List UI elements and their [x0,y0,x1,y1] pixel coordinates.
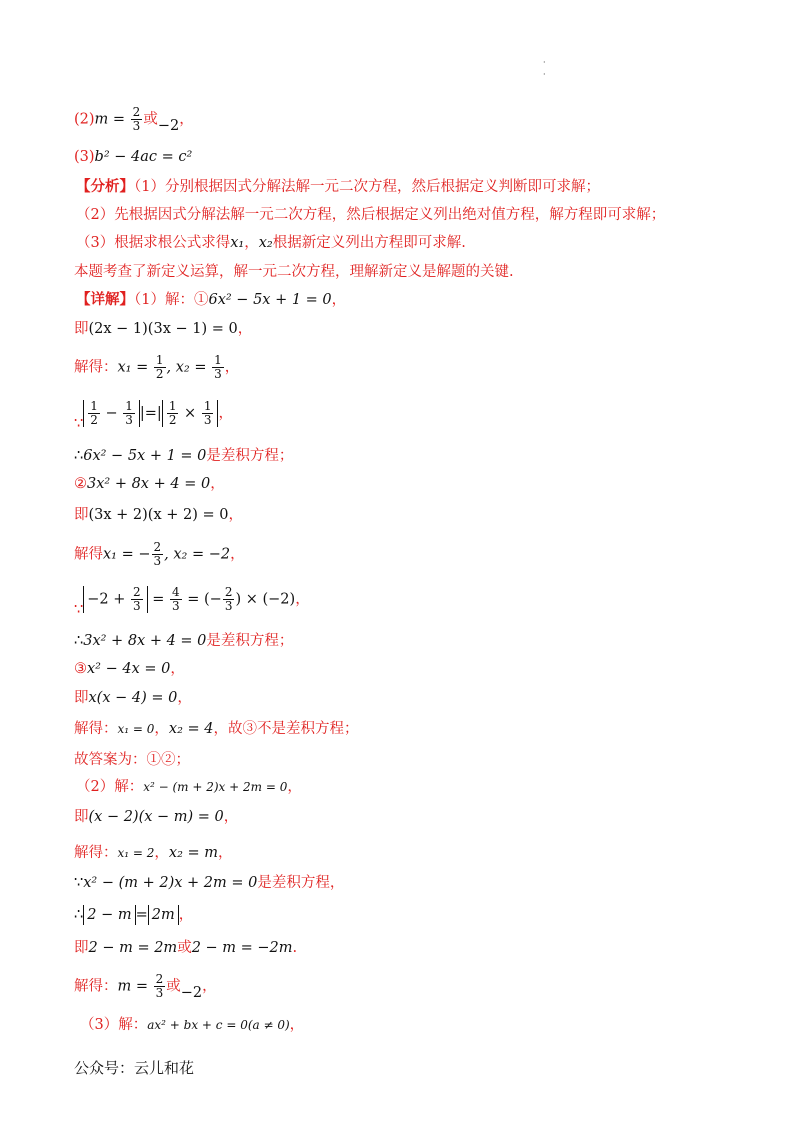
because-line-p2: ∵x² − (m + 2)x + 2m = 0是差积方程， [74,875,345,891]
answer-line: 故答案为：①②； [74,752,190,768]
part-3-line: （3）解：ax² + bx + c = 0(a ≠ 0)， [80,1017,305,1033]
part-2-line: （2）解：x² − (m + 2)x + 2m = 0， [76,779,302,795]
factor-line-3: 即x(x − 4) = 0， [74,690,192,706]
math-expr: m = [94,111,130,128]
analysis-line-3: （3）根据求根公式求得x₁，x₂根据新定义列出方程即可求解. [76,235,466,251]
solution-line-3: 解得：x₁ = 0，x₂ = 4，故③不是差积方程； [74,721,359,737]
check-line-1: ∵ $\frac{1}{2}$ − $\frac{1}{3}$ |=| $\frac{1}{2}$ × $\frac{1}{3}$ ， [74,399,233,432]
solution-line-p2: 解得：x₁ = 2，x₂ = m， [74,845,233,861]
fraction: $\frac{2}{3}$ [153,540,162,568]
conclusion-line-2: ∴3x² + 8x + 4 = 0是差积方程； [74,633,294,649]
math-expr: −2 [157,117,180,134]
equation-line-3: ③x² − 4x = 0， [74,661,185,677]
item-number: (2) [74,111,95,128]
equation-line-2: ②3x² + 8x + 4 = 0， [74,476,225,492]
factor-line-1: 即(2x − 1)(3x − 1) = 0， [74,321,253,337]
solution-line-2: 解得x₁ = − $\frac{2}{3}$ , x₂ = −2， [74,540,245,568]
absolute-value: $\frac{1}{2}$ × $\frac{1}{3}$ [162,400,219,427]
analysis-line-1: 【分析】（1）分别根据因式分解法解一元二次方程，然后根据定义判断即可求解； [76,178,600,195]
absolute-value: −2 + $\frac{2}{3}$ [83,586,147,613]
conclusion-line-1: ∴6x² − 5x + 1 = 0是差积方程； [74,448,294,464]
fraction: $\frac{1}{2}$ [155,353,164,381]
cases-line-p2: 即2 − m = 2m或2 − m = −2m. [74,940,298,956]
factor-line-p2: 即(x − 2)(x − m) = 0， [74,809,239,825]
math-expr: b² − 4ac = c² [94,149,193,165]
footer-text: 公众号：云儿和花 [74,1059,195,1077]
corner-mark: · [543,70,546,79]
result-line-p2: 解得：m = $\frac{2}{3}$ 或−2， [74,972,217,1001]
fraction: $\frac{1}{3}$ [214,353,222,381]
corner-mark: · [543,58,546,67]
analysis-tag: 【分析】 [76,178,134,195]
summary-line: 本题考查了新定义运算，解一元二次方程，理解新定义是解题的关键. [74,264,514,280]
fraction: $\frac{2}{3}$ [132,105,141,133]
absolute-value: $\frac{1}{2}$ − $\frac{1}{3}$ [83,400,140,427]
result-line-3 [74,147,192,167]
detail-line-1: 【详解】（1）解：①6x² − 5x + 1 = 0， [76,291,347,308]
item-number: (3) [74,149,95,165]
therefore-line-p2: ∴ 2 − m = 2m ， [74,907,194,923]
check-line-2: ∵−2 + $\frac{2}{3}$ = $\frac{4}{3}$ = (− $\frac{2}{3}$ ) × (−2)， [74,585,310,618]
factor-line-2: 即(3x + 2)(x + 2) = 0， [74,507,243,523]
analysis-line-2: （2）先根据因式分解法解一元二次方程，然后根据定义列出绝对值方程，解方程即可求解； [76,207,666,223]
solution-line-1: 解得：x₁ = $\frac{1}{2}$ , x₂ = $\frac{1}{3}$ ， [74,353,240,381]
fraction: $\frac{2}{3}$ [155,972,164,1000]
result-line-2: (2)m = $\frac{2}{3}$ 或−2， [74,105,194,134]
detail-tag: 【详解】 [76,291,134,308]
or-text: 或 [143,111,158,128]
